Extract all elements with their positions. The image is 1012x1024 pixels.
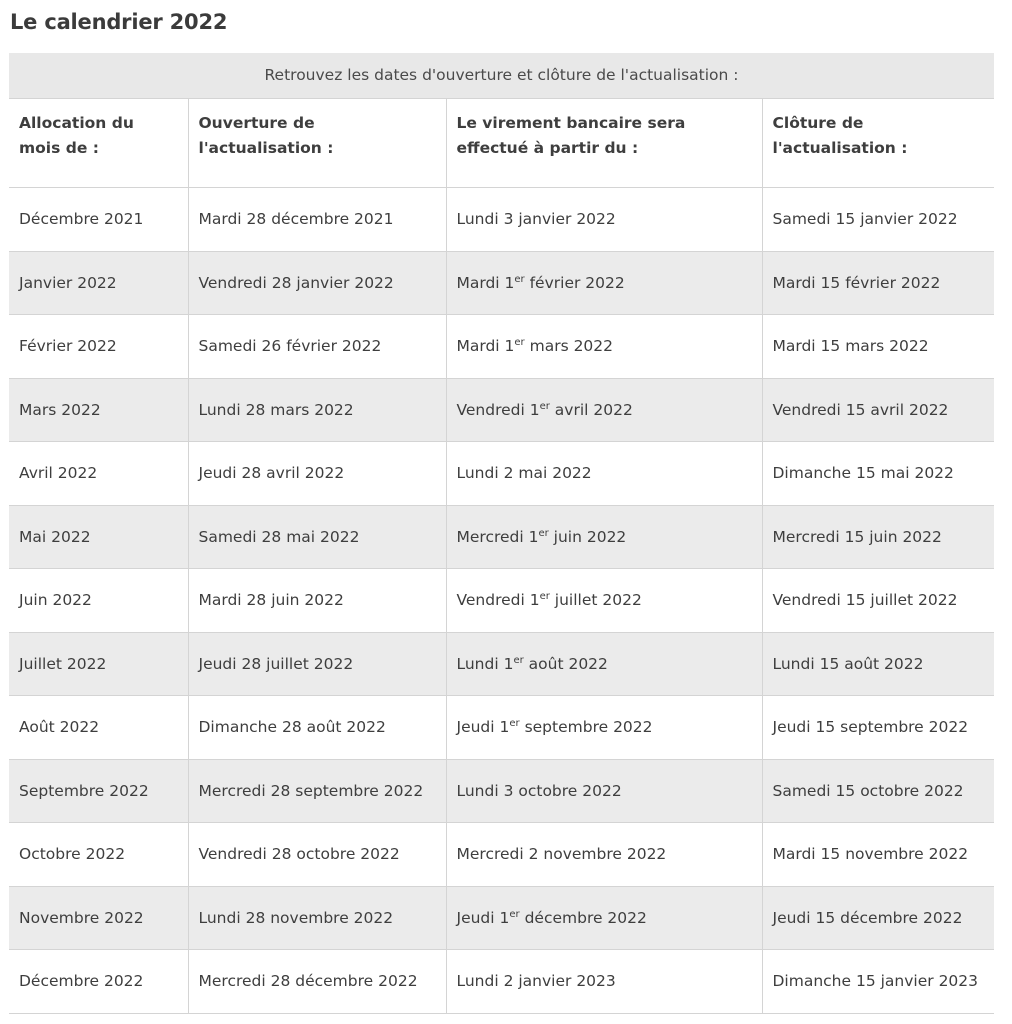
transfer-date-text: juin 2022 [548, 527, 627, 546]
cell-opening-date: Dimanche 28 août 2022 [188, 696, 446, 760]
cell-opening-date: Lundi 28 mars 2022 [188, 378, 446, 442]
cell-allocation-month: Septembre 2022 [9, 759, 188, 823]
transfer-date-text: avril 2022 [549, 400, 633, 419]
transfer-date-text: février 2022 [524, 273, 625, 292]
table-row [9, 315, 994, 379]
header-allocation-month: Allocation du mois de : [9, 99, 188, 188]
cell-opening-date: Mercredi 28 septembre 2022 [188, 759, 446, 823]
cell-transfer-date [446, 886, 762, 950]
cell-opening-date: Jeudi 28 juillet 2022 [188, 632, 446, 696]
transfer-date-text: juillet 2022 [549, 591, 642, 610]
transfer-date-text: septembre 2022 [519, 718, 653, 737]
ordinal-suffix: er [509, 718, 520, 730]
transfer-date-text: Vendredi 1 [456, 400, 540, 419]
cell-closing-date: Mercredi 15 juin 2022 [762, 505, 994, 569]
cell-opening-date: Mardi 28 décembre 2021 [188, 188, 446, 252]
cell-allocation-month: Avril 2022 [9, 442, 188, 506]
cell-closing-date: Lundi 15 août 2022 [762, 632, 994, 696]
table-row [9, 378, 994, 442]
cell-opening-date: Mardi 28 juin 2022 [188, 569, 446, 633]
table-row [9, 950, 994, 1014]
cell-closing-date: Vendredi 15 avril 2022 [762, 378, 994, 442]
table-row [9, 188, 994, 252]
transfer-date-text: Lundi 3 janvier 2022 [456, 210, 616, 229]
cell-closing-date: Vendredi 15 juillet 2022 [762, 569, 994, 633]
transfer-date-text: Lundi 2 janvier 2023 [456, 972, 616, 991]
cell-opening-date: Vendredi 28 octobre 2022 [188, 823, 446, 887]
cell-transfer-date [446, 569, 762, 633]
ordinal-suffix: er [514, 337, 525, 349]
table-row [9, 823, 994, 887]
cell-opening-date: Samedi 26 février 2022 [188, 315, 446, 379]
cell-closing-date: Mardi 15 mars 2022 [762, 315, 994, 379]
transfer-date-text: août 2022 [523, 654, 608, 673]
header-bank-transfer: Le virement bancaire sera effectué à partir du : [446, 99, 762, 188]
cell-transfer-date [446, 315, 762, 379]
header-closing: Clôture de l'actualisation : [762, 99, 994, 188]
ordinal-suffix: er [513, 654, 524, 666]
cell-transfer-date [446, 950, 762, 1014]
cell-allocation-month: Décembre 2021 [9, 188, 188, 252]
cell-allocation-month: Décembre 2022 [9, 950, 188, 1014]
ordinal-suffix: er [514, 273, 525, 285]
cell-closing-date: Jeudi 15 septembre 2022 [762, 696, 994, 760]
cell-opening-date: Lundi 28 novembre 2022 [188, 886, 446, 950]
table-row [9, 886, 994, 950]
table-row [9, 251, 994, 315]
cell-transfer-date [446, 759, 762, 823]
cell-opening-date: Samedi 28 mai 2022 [188, 505, 446, 569]
transfer-date-text: Mardi 1 [456, 273, 515, 292]
table-row [9, 696, 994, 760]
table-row [9, 505, 994, 569]
table-row [9, 632, 994, 696]
cell-closing-date: Dimanche 15 janvier 2023 [762, 950, 994, 1014]
cell-transfer-date [446, 442, 762, 506]
cell-transfer-date [446, 188, 762, 252]
transfer-date-text: décembre 2022 [519, 908, 647, 927]
transfer-date-text: Lundi 1 [456, 654, 514, 673]
transfer-date-text: Mercredi 2 novembre 2022 [456, 845, 667, 864]
cell-closing-date: Mardi 15 novembre 2022 [762, 823, 994, 887]
cell-transfer-date [446, 696, 762, 760]
table-header-row [9, 99, 994, 188]
transfer-date-text: Jeudi 1 [456, 718, 510, 737]
cell-closing-date: Samedi 15 octobre 2022 [762, 759, 994, 823]
cell-allocation-month: Août 2022 [9, 696, 188, 760]
cell-allocation-month: Mars 2022 [9, 378, 188, 442]
table-caption: Retrouvez les dates d'ouverture et clôture de l'actualisation : [9, 53, 994, 98]
table-row [9, 759, 994, 823]
transfer-date-text: Vendredi 1 [456, 591, 540, 610]
ordinal-suffix: er [509, 908, 520, 920]
cell-closing-date: Samedi 15 janvier 2022 [762, 188, 994, 252]
cell-opening-date: Vendredi 28 janvier 2022 [188, 251, 446, 315]
transfer-date-text: Jeudi 1 [456, 908, 510, 927]
cell-closing-date: Jeudi 15 décembre 2022 [762, 886, 994, 950]
cell-allocation-month: Juillet 2022 [9, 632, 188, 696]
ordinal-suffix: er [539, 400, 550, 412]
cell-transfer-date [446, 378, 762, 442]
calendar-table [9, 53, 994, 1014]
ordinal-suffix: er [539, 591, 550, 603]
transfer-date-text: mars 2022 [524, 337, 614, 356]
table-row [9, 569, 994, 633]
cell-allocation-month: Octobre 2022 [9, 823, 188, 887]
cell-allocation-month: Février 2022 [9, 315, 188, 379]
cell-allocation-month: Juin 2022 [9, 569, 188, 633]
page-title: Le calendrier 2022 [10, 10, 228, 34]
cell-transfer-date [446, 251, 762, 315]
cell-opening-date: Jeudi 28 avril 2022 [188, 442, 446, 506]
header-opening: Ouverture de l'actualisation : [188, 99, 446, 188]
cell-closing-date: Dimanche 15 mai 2022 [762, 442, 994, 506]
cell-allocation-month: Janvier 2022 [9, 251, 188, 315]
cell-closing-date: Mardi 15 février 2022 [762, 251, 994, 315]
cell-opening-date: Mercredi 28 décembre 2022 [188, 950, 446, 1014]
cell-allocation-month: Mai 2022 [9, 505, 188, 569]
cell-transfer-date [446, 505, 762, 569]
transfer-date-text: Lundi 2 mai 2022 [456, 464, 592, 483]
cell-allocation-month: Novembre 2022 [9, 886, 188, 950]
cell-transfer-date [446, 632, 762, 696]
cell-transfer-date [446, 823, 762, 887]
table-row [9, 442, 994, 506]
transfer-date-text: Lundi 3 octobre 2022 [456, 781, 622, 800]
ordinal-suffix: er [538, 527, 549, 539]
transfer-date-text: Mardi 1 [456, 337, 515, 356]
transfer-date-text: Mercredi 1 [456, 527, 539, 546]
